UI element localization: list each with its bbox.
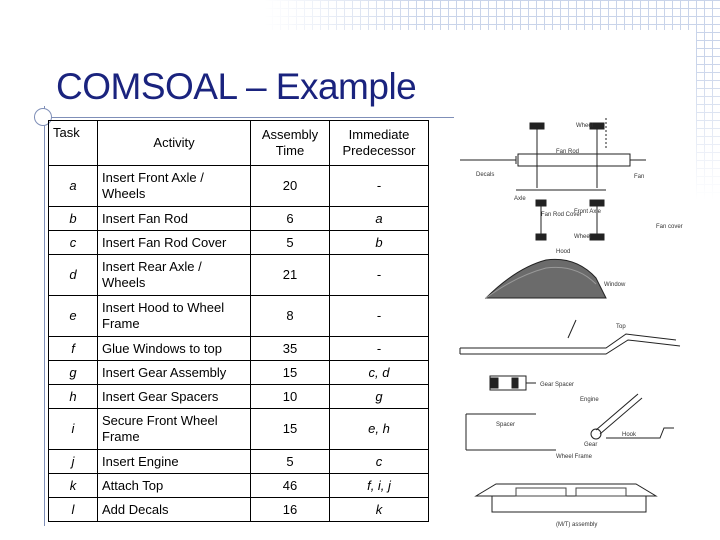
top-assembly-sketch: [476, 484, 656, 528]
table-row: [49, 255, 429, 296]
table-header-row: [49, 121, 429, 166]
time-cell: 5: [251, 450, 330, 474]
label-fan-cover: Fan cover: [656, 224, 683, 230]
time-cell: 15: [251, 409, 330, 450]
header-task: Task: [49, 121, 98, 166]
predecessor-cell: -: [330, 337, 429, 361]
activity-cell: Insert Engine: [98, 450, 251, 474]
table-row: [49, 474, 429, 498]
gear-engine-sketch: [466, 376, 674, 460]
label-hook: Hook: [622, 432, 637, 438]
task-cell: l: [49, 498, 98, 522]
predecessor-cell: g: [330, 385, 429, 409]
label-axle: Axle: [514, 196, 526, 202]
time-cell: 21: [251, 255, 330, 296]
table-row: [49, 385, 429, 409]
axle-assembly-sketch: [460, 118, 683, 255]
label-window: Window: [604, 282, 626, 288]
top-sketch: [460, 320, 680, 354]
predecessor-cell: b: [330, 231, 429, 255]
label-hood: Hood: [556, 249, 571, 255]
header-activity: Activity: [98, 121, 251, 166]
activity-cell: Add Decals: [98, 498, 251, 522]
label-wheel: Wheel: [576, 123, 594, 129]
task-cell: i: [49, 409, 98, 450]
label-fan: Fan: [634, 174, 645, 180]
label-top-assembly: (M/T) assembly: [556, 522, 598, 528]
task-cell: j: [49, 450, 98, 474]
time-cell: 5: [251, 231, 330, 255]
task-cell: c: [49, 231, 98, 255]
table-row: [49, 409, 429, 450]
time-cell: 35: [251, 337, 330, 361]
task-table: [48, 120, 429, 522]
activity-cell: Insert Front Axle / Wheels: [98, 166, 251, 207]
predecessor-cell: -: [330, 255, 429, 296]
label-wheel-bottom: Wheel: [574, 234, 592, 240]
predecessor-cell: -: [330, 296, 429, 337]
task-cell: d: [49, 255, 98, 296]
task-cell: e: [49, 296, 98, 337]
table-row: [49, 498, 429, 522]
label-fan-rod: Fan Rod: [556, 149, 580, 155]
table-row: [49, 296, 429, 337]
label-top: Top: [616, 324, 626, 330]
predecessor-cell: k: [330, 498, 429, 522]
task-cell: b: [49, 207, 98, 231]
activity-cell: Insert Fan Rod Cover: [98, 231, 251, 255]
time-cell: 6: [251, 207, 330, 231]
activity-cell: Attach Top: [98, 474, 251, 498]
activity-cell: Insert Gear Spacers: [98, 385, 251, 409]
label-gear-spacer: Gear Spacer: [540, 382, 575, 388]
label-engine: Engine: [580, 397, 599, 403]
predecessor-cell: f, i, j: [330, 474, 429, 498]
label-wheel-frame: Wheel Frame: [556, 454, 593, 460]
time-cell: 16: [251, 498, 330, 522]
table-row: [49, 166, 429, 207]
task-cell: h: [49, 385, 98, 409]
table-row: [49, 450, 429, 474]
activity-cell: Secure Front Wheel Frame: [98, 409, 251, 450]
decorative-grid-right-fade: [696, 60, 720, 200]
activity-cell: Glue Windows to top: [98, 337, 251, 361]
slide-title: COMSOAL – Example: [56, 66, 417, 107]
table-row: [49, 207, 429, 231]
activity-cell: Insert Hood to Wheel Frame: [98, 296, 251, 337]
time-cell: 46: [251, 474, 330, 498]
label-decals: Decals: [476, 172, 495, 178]
task-cell: k: [49, 474, 98, 498]
label-fan-rod-cover: Fan Rod Cover: [541, 212, 582, 218]
table-row: [49, 361, 429, 385]
label-front-axle: Front Axle: [574, 209, 602, 215]
predecessor-cell: -: [330, 166, 429, 207]
time-cell: 20: [251, 166, 330, 207]
time-cell: 8: [251, 296, 330, 337]
header-assembly-time: Assembly Time: [251, 121, 330, 166]
activity-cell: Insert Fan Rod: [98, 207, 251, 231]
decorative-horizontal-line: [34, 117, 454, 118]
label-gear: Gear: [584, 442, 598, 448]
predecessor-cell: e, h: [330, 409, 429, 450]
label-spacer: Spacer: [496, 422, 516, 428]
task-cell: a: [49, 166, 98, 207]
decorative-grid-top-fade: [264, 0, 424, 30]
activity-cell: Insert Gear Assembly: [98, 361, 251, 385]
activity-cell: Insert Rear Axle / Wheels: [98, 255, 251, 296]
predecessor-cell: c: [330, 450, 429, 474]
predecessor-cell: c, d: [330, 361, 429, 385]
time-cell: 10: [251, 385, 330, 409]
toy-car-parts-drawing: [456, 108, 696, 538]
hood-sketch: [486, 259, 626, 298]
time-cell: 15: [251, 361, 330, 385]
task-cell: f: [49, 337, 98, 361]
table-row: [49, 337, 429, 361]
decorative-vertical-line: [44, 106, 45, 526]
task-cell: g: [49, 361, 98, 385]
header-immediate-predecessor: Immediate Predecessor: [330, 121, 429, 166]
predecessor-cell: a: [330, 207, 429, 231]
table-row: [49, 231, 429, 255]
